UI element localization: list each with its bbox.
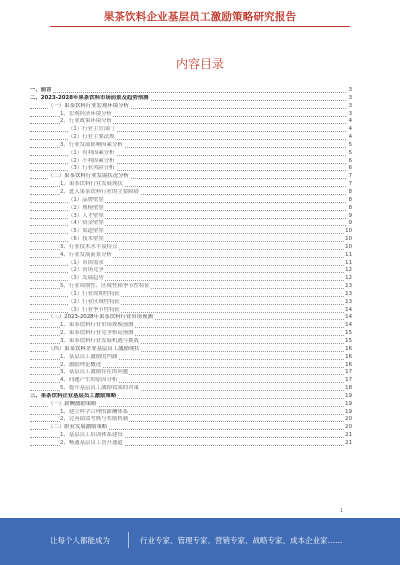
toc-entry-label: 1、基层员工培训体系建设 — [60, 432, 123, 439]
toc-entry-page: 20 — [345, 424, 352, 431]
toc-entry[interactable] — [30, 126, 352, 134]
toc-entry-page: 5 — [348, 141, 352, 148]
toc-entry-label: 2、进入果茶饮料行业的主要障碍 — [60, 188, 139, 195]
toc-entry[interactable] — [30, 346, 352, 354]
footer-divider — [128, 532, 129, 548]
toc-entry[interactable] — [30, 409, 352, 417]
toc-entry-page: 3 — [348, 87, 352, 93]
toc-entry[interactable] — [30, 432, 352, 440]
toc-entry[interactable] — [30, 205, 352, 213]
toc-entry-page: 9 — [348, 212, 352, 219]
toc-entry-page: 14 — [345, 322, 352, 329]
toc-entry[interactable] — [30, 291, 352, 299]
toc-entry-label: （二）职业发展激励策略 — [48, 424, 108, 431]
toc-entry-page: 14 — [345, 314, 352, 321]
toc-entry-page: 17 — [345, 369, 352, 376]
toc-entry-label: （一）薪酬激励策略 — [48, 400, 97, 407]
toc-entry[interactable] — [30, 189, 352, 197]
toc-entry-page: 13 — [345, 283, 352, 290]
toc-entry[interactable] — [30, 111, 352, 119]
toc-entry[interactable] — [30, 322, 352, 330]
report-title: 果茶饮料企业基层员工激励策略研究报告 — [103, 11, 297, 23]
toc-entry-label: （2）行业主要法规 — [68, 134, 115, 141]
toc-entry[interactable] — [30, 87, 352, 95]
toc-entry-label: 2、完善绩效考核与奖励机制 — [60, 416, 129, 423]
toc-entry[interactable] — [30, 424, 352, 432]
footer-tagline: 行业专家、管理专家、营销专家、战略专家、成本企业家…… — [140, 536, 343, 545]
toc-entry-label: （1）行业周期性特征 — [68, 290, 120, 297]
toc-entry-label: （二）果茶饮料行业发展状况分析 — [48, 173, 129, 180]
toc-entry-label: （1）行业主管部门 — [68, 126, 115, 133]
toc-entry-label: 2、畅通基层员工晋升通道 — [60, 439, 123, 446]
toc-entry-label: （2）市场竞争 — [68, 267, 104, 274]
toc-entry[interactable] — [30, 307, 352, 315]
toc-entry-label: 2、果茶饮料行业竞争格局预测 — [60, 330, 134, 337]
toc-entry-label: 3、基层员工激励存在的问题 — [60, 369, 129, 376]
toc-entry-page: 16 — [345, 345, 352, 352]
toc-entry-label: （3）行业风险分析 — [68, 165, 115, 172]
toc-entry-page: 15 — [345, 338, 352, 344]
toc-entry-label: （1）市场需求 — [68, 259, 104, 266]
toc-entry-page: 9 — [348, 220, 352, 227]
toc-entry-page: 12 — [345, 275, 352, 282]
toc-entry-page: 3 — [348, 102, 352, 109]
toc-entry[interactable] — [30, 181, 352, 189]
toc-entry-label: 1、建立科学合理的薪酬体系 — [60, 408, 129, 415]
page-footer — [0, 518, 400, 565]
toc-entry-page: 18 — [345, 385, 352, 392]
toc-entry-label: 3、果茶饮料行业发展机遇与挑战 — [60, 338, 139, 344]
toc-entry-page: 3 — [348, 110, 352, 117]
toc-entry[interactable] — [30, 314, 352, 322]
toc-entry-page: 17 — [345, 377, 352, 384]
toc-entry[interactable] — [30, 236, 352, 244]
toc-entry-label: （1）有利因素分析 — [68, 149, 115, 156]
toc-entry-page: 4 — [348, 118, 352, 125]
footer-slogan: 让每个人都能成为 — [50, 536, 110, 545]
toc-entry[interactable] — [30, 401, 352, 409]
toc-entry-label: 1、基层员工激励的内涵 — [60, 353, 118, 360]
toc-entry[interactable] — [30, 103, 352, 111]
toc-entry-label: （3）发展趋势 — [68, 275, 104, 282]
toc-entry-page: 11 — [345, 251, 352, 258]
toc-entry-page: 8 — [348, 188, 352, 195]
toc-entry-label: （3）人才壁垒 — [68, 212, 104, 219]
page-number: 1 — [340, 508, 344, 514]
toc-entry[interactable] — [30, 165, 352, 173]
toc-entry-page: 19 — [345, 392, 352, 399]
toc-entry[interactable] — [30, 197, 352, 205]
toc-heading: 内容目录 — [175, 57, 224, 71]
toc-entry-label: （一）果茶饮料行业宏观环境分析 — [48, 102, 129, 109]
toc-entry-page: 13 — [345, 298, 352, 305]
header-divider — [50, 26, 350, 27]
toc-entry-label: 一、前言 — [30, 87, 52, 93]
toc-entry[interactable] — [30, 220, 352, 228]
toc-entry-label: 2、行业政策环境分析 — [60, 118, 112, 125]
toc-entry-label: 3、行业发展影响因素分析 — [60, 141, 123, 148]
toc-entry[interactable] — [30, 283, 352, 291]
toc-entry[interactable] — [30, 228, 352, 236]
toc-entry[interactable] — [30, 134, 352, 142]
toc-entry-label: 3、行业技术水平及特点 — [60, 243, 118, 250]
toc-entry[interactable] — [30, 118, 352, 126]
toc-entry-label: 三、果茶饮料企业基层员工激励策略 — [30, 392, 117, 399]
toc-entry-page: 10 — [345, 228, 352, 235]
toc-entry-label: （3）行业季节性特征 — [68, 306, 120, 313]
toc-entry-label: 5、行业周期性、区域性和季节性特征 — [60, 283, 150, 290]
toc-entry-page: 6 — [348, 165, 352, 172]
toc-leader-dots — [30, 92, 346, 93]
toc-entry[interactable] — [30, 377, 352, 385]
toc-entry[interactable] — [30, 416, 352, 424]
toc-entry-label: 2、激励理论概述 — [60, 361, 102, 368]
toc-entry-page: 12 — [345, 267, 352, 274]
toc-entry[interactable] — [30, 260, 352, 268]
toc-entry-page: 10 — [345, 236, 352, 243]
toc-entry-label: （四）果茶饮料企业基层员工激励现状 — [48, 345, 140, 352]
toc-entry-page: 3 — [348, 94, 352, 101]
toc-entry[interactable] — [30, 330, 352, 338]
toc-entry-page: 6 — [348, 157, 352, 164]
toc-entry[interactable] — [30, 142, 352, 150]
toc-entry-page: 4 — [348, 134, 352, 141]
toc-entry-page: 16 — [345, 361, 352, 368]
toc-entry-page: 11 — [345, 259, 352, 266]
table-of-contents — [30, 87, 352, 448]
toc-entry-page: 19 — [345, 400, 352, 407]
toc-entry-page: 13 — [345, 290, 352, 297]
toc-entry-label: 5、提升基层员工激励效果的对策 — [60, 385, 139, 392]
toc-entry-label: （2）不利因素分析 — [68, 157, 115, 164]
toc-entry-page: 14 — [345, 306, 352, 313]
toc-entry[interactable] — [30, 362, 352, 370]
toc-entry-label: 4、问题产生的原因分析 — [60, 377, 118, 384]
toc-entry[interactable] — [30, 338, 352, 346]
toc-entry-label: 4、行业发展前景分析 — [60, 251, 112, 258]
toc-entry-page: 8 — [348, 204, 352, 211]
toc-entry-label: 1、果茶饮料行业市场规模预测 — [60, 322, 134, 329]
toc-entry-label: 1、果茶饮料行业发展现状 — [60, 181, 123, 188]
toc-entry-page: 7 — [348, 173, 352, 180]
toc-entry-page: 19 — [345, 408, 352, 415]
toc-entry-label: （2）行业区域性特征 — [68, 298, 120, 305]
toc-entry[interactable] — [30, 213, 352, 221]
toc-entry[interactable] — [30, 150, 352, 158]
toc-entry-label: （1）品牌壁垒 — [68, 196, 104, 203]
toc-entry[interactable] — [30, 252, 352, 260]
toc-entry-label: （2）规模壁垒 — [68, 204, 104, 211]
toc-entry-page: 16 — [345, 353, 352, 360]
toc-entry-page: 21 — [345, 432, 352, 439]
toc-entry[interactable] — [30, 393, 352, 401]
toc-entry-page: 20 — [345, 416, 352, 423]
toc-entry[interactable] — [30, 385, 352, 393]
toc-entry-label: （6）技术壁垒 — [68, 236, 104, 243]
toc-entry[interactable] — [30, 354, 352, 362]
toc-entry[interactable] — [30, 95, 352, 103]
toc-entry-page: 8 — [348, 196, 352, 203]
toc-entry-page: 5 — [348, 149, 352, 156]
toc-entry[interactable] — [30, 369, 352, 377]
toc-entry-label: （4）资金壁垒 — [68, 220, 104, 227]
toc-entry[interactable] — [30, 158, 352, 166]
toc-entry[interactable] — [30, 267, 352, 275]
toc-entry-page: 21 — [345, 439, 352, 446]
toc-entry[interactable] — [30, 244, 352, 252]
toc-entry-page: 10 — [345, 243, 352, 250]
toc-entry-page: 15 — [345, 330, 352, 337]
toc-entry[interactable] — [30, 173, 352, 181]
toc-entry-page: 4 — [348, 126, 352, 133]
toc-entry-label: 1、宏观经济环境分析 — [60, 110, 112, 117]
page-header — [0, 0, 400, 28]
toc-entry[interactable] — [30, 275, 352, 283]
toc-entry-page: 7 — [348, 181, 352, 188]
toc-entry-label: （5）渠道壁垒 — [68, 228, 104, 235]
toc-entry[interactable] — [30, 440, 352, 448]
toc-entry[interactable] — [30, 299, 352, 307]
toc-entry-label: （三）2023-2028年果茶饮料行业市场预测 — [48, 314, 153, 321]
toc-entry-label: 二、2023-2028年果茶饮料市场前景及趋势预测 — [30, 94, 149, 101]
